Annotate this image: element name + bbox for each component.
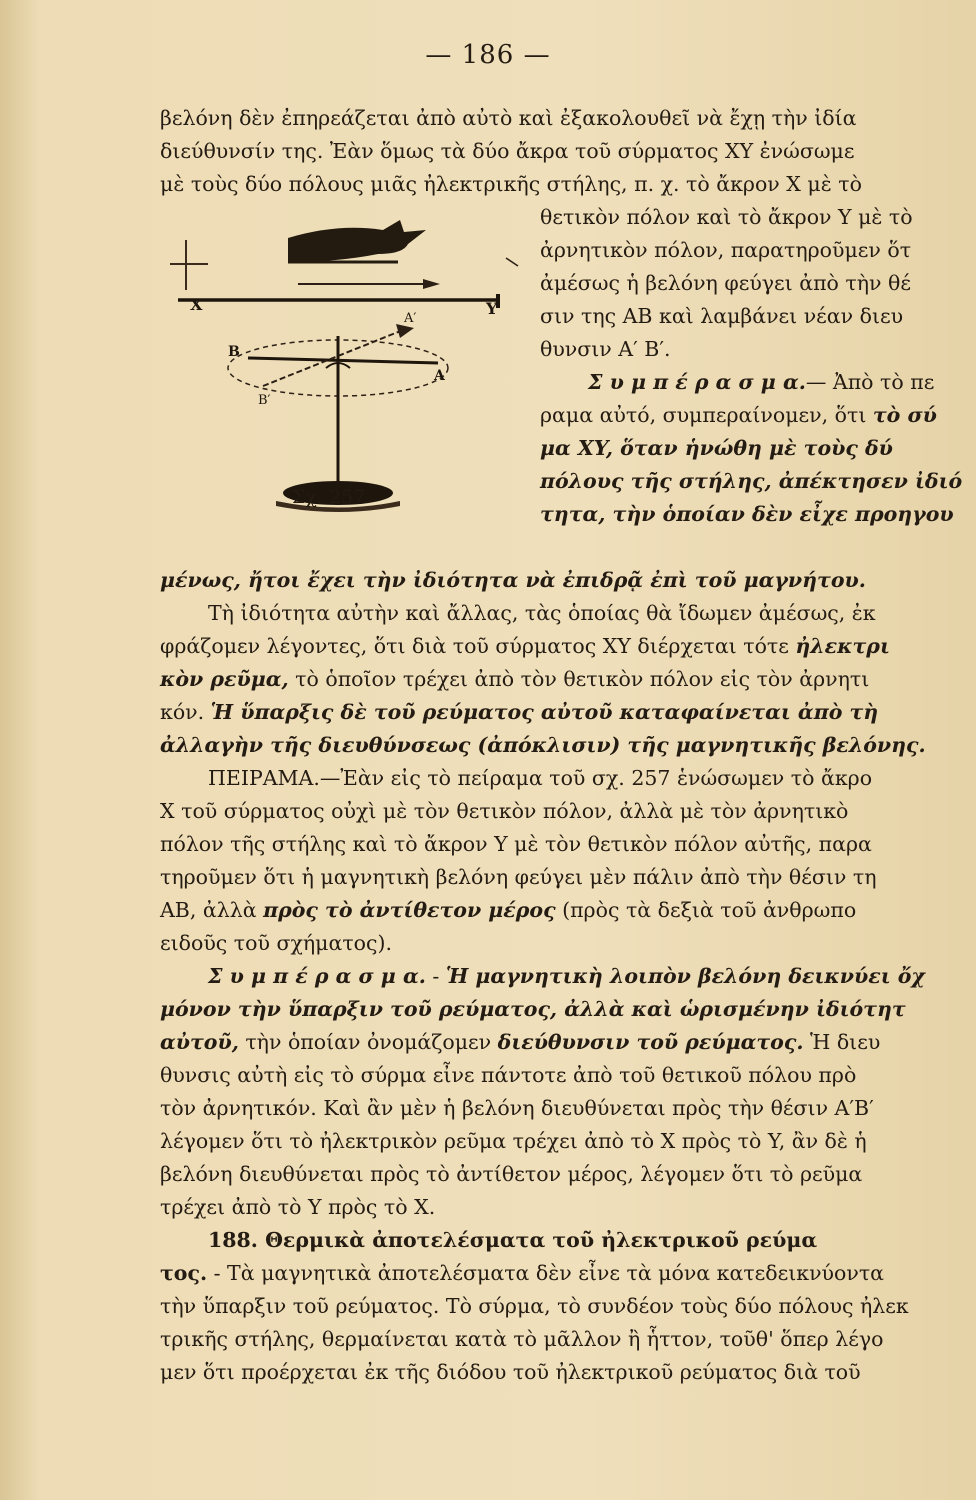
text-line: θετικὸν πόλον καὶ τὸ ἄκρον Y μὲ τὸ	[540, 205, 913, 229]
text-line	[160, 630, 976, 663]
text-span: AB, ἀλλὰ	[160, 898, 264, 922]
bold-span: τὸ σύ	[872, 403, 937, 427]
text-line: μα XY, ὅταν ἡνώθη μὲ τοὺς δύ	[540, 436, 893, 460]
text-span: τὴν ὁποίαν ὀνομάζομεν	[238, 1030, 498, 1054]
bold-span: πρὸς τὸ ἀντίθετον μέρος	[263, 898, 556, 922]
text-line: σιν της AB καὶ λαμβάνει νέαν διευ	[540, 304, 904, 328]
text-span: φράζομεν λέγοντες, ὅτι διὰ τοῦ σύρματος XY διέρχεται τότε	[160, 634, 796, 658]
figure-label-a: A	[434, 368, 445, 384]
figure-label-y: Y	[486, 299, 498, 318]
main-text	[160, 564, 976, 1389]
text-line	[160, 729, 976, 762]
text-span: ειδοῦς τοῦ σχήματος).	[160, 931, 393, 955]
text-span: μεν ὅτι προέρχεται ἐκ τῆς διόδου τοῦ ἠλεκτρικοῦ ρεύματος διὰ τοῦ	[160, 1360, 861, 1384]
text-span: τὴν ὕπαρξιν τοῦ ρεύματος. Τὸ σύρμα, τὸ συνδέον τοὺς δύο πόλους ἠλεκ	[160, 1294, 909, 1318]
text-span: Ἡ διευ	[803, 1030, 881, 1054]
text-span: βελόνη διευθύνεται πρὸς τὸ ἀντίθετον μέρος, λέγομεν ὅτι τὸ ρεῦμα	[160, 1162, 863, 1186]
text-span: θυνσις αὐτὴ εἰς τὸ σύρμα εἶνε πάντοτε ἀπὸ τοῦ θετικοῦ πόλου πρὸ	[160, 1063, 857, 1087]
text-span: τρικῆς στήλης, θερμαίνεται κατὰ τὸ μᾶλλον ἢ ἧττον, τοῦθ' ὅπερ λέγο	[160, 1327, 884, 1351]
text-span: πόλον τῆς στήλης καὶ τὸ ἄκρον Y μὲ τὸν θετικὸν πόλον αὐτῆς, παρα	[160, 832, 872, 856]
conclusion-heading: Σ υ μ π έ ρ α σ μ α.	[588, 370, 806, 394]
text-line	[160, 927, 976, 960]
text-line: διεύθυνσίν της. Ἐὰν ὅμως τὰ δύο ἄκρα τοῦ σύρματος XY ἐνώσωμε	[160, 139, 855, 163]
text-line: τητα, τὴν ὁποίαν δὲν εἶχε προηγου	[540, 502, 954, 526]
text-line	[160, 894, 976, 927]
figure-label-x: X	[190, 295, 203, 314]
figure-257-compass-wire	[168, 218, 528, 518]
figure-label-a-prime: A′	[404, 311, 417, 326]
text-line	[160, 663, 976, 696]
text-line	[160, 1158, 976, 1191]
wrap-paragraph	[540, 201, 976, 531]
text-line	[160, 1290, 976, 1323]
text-span: X τοῦ σύρματος οὐχὶ μὲ τὸν θετικὸν πόλον, ἀλλὰ μὲ τὸν ἀρνητικὸ	[160, 799, 849, 823]
text-line: ἀρνητικὸν πόλον, παρατηροῦμεν ὅτ	[540, 238, 912, 262]
text-line	[160, 1257, 976, 1290]
text-line	[160, 696, 976, 729]
text-span: τὸ ὁποῖον τρέχει ἀπὸ τὸν θετικὸν πόλον εἰς τὸν ἀρνητι	[288, 667, 870, 691]
bold-span: μόνον τὴν ὕπαρξιν τοῦ ρεύματος, ἀλλὰ καὶ ὡρισμένην ἰδιότητ	[160, 997, 906, 1021]
text-line	[160, 960, 976, 993]
text-line	[160, 1092, 976, 1125]
section-heading: τος.	[160, 1261, 208, 1285]
text-span: ραμα αὐτό, συμπεραίνομεν, ὅτι	[540, 403, 873, 427]
text-line: πόλους τῆς στήλης, ἀπέκτησεν ἰδιό	[540, 469, 963, 493]
section-heading: 188. Θερμικὰ ἀποτελέσματα τοῦ ἠλεκτρικοῦ ρεύμα	[208, 1228, 818, 1252]
text-line	[160, 1323, 976, 1356]
text-span: τηροῦμεν ὅτι ἡ μαγνητικὴ βελόνη φεύγει μὲν πάλιν ἀπὸ τὴν θέσιν τη	[160, 865, 877, 889]
text-line	[160, 828, 976, 861]
page-number: — 186 —	[425, 40, 551, 70]
text-span: -	[425, 964, 446, 988]
bold-span: ἠλεκτρι	[795, 634, 890, 658]
figure-caption: Σχ. 257	[292, 486, 366, 508]
bold-span: μένως, ἤτοι ἔχει τὴν ἰδιότητα νὰ ἐπιδρᾷ ἐπὶ τοῦ μαγνήτου.	[160, 568, 866, 592]
text-line	[160, 564, 976, 597]
text-line: μὲ τοὺς δύο πόλους μιᾶς ἠλεκτρικῆς στήλης, π. χ. τὸ ἄκρον X μὲ τὸ	[160, 172, 862, 196]
text-span: (πρὸς τὰ δεξιὰ τοῦ ἀνθρωπο	[555, 898, 857, 922]
bold-span: Ἡ ὕπαρξις δὲ τοῦ ρεύματος αὐτοῦ καταφαίνεται ἀπὸ τὴ	[210, 700, 879, 724]
bold-span: Ἡ μαγνητικὴ λοιπὸν βελόνη δεικνύει ὄχ	[445, 964, 925, 988]
conclusion-line	[540, 366, 976, 399]
text-line	[160, 1356, 976, 1389]
top-paragraph	[160, 102, 976, 201]
text-span: - Τὰ μαγνητικὰ ἀποτελέσματα δὲν εἶνε τὰ μόνα κατεδεικνύοντα	[207, 1261, 885, 1285]
text-span: ΠΕΙΡΑΜΑ.—Ἐὰν εἰς τὸ πείραμα τοῦ σχ. 257 ἑνώσωμεν τὸ ἄκρο	[208, 766, 873, 790]
bold-span: αὐτοῦ,	[160, 1030, 239, 1054]
text-span: τὸν ἀρνητικόν. Καὶ ἂν μὲν ἡ βελόνη διευθύνεται πρὸς τὴν θέσιν A′B′	[160, 1096, 874, 1120]
text-span: Τὴ ἰδιότητα αὐτὴν καὶ ἄλλας, τὰς ὁποίας θὰ ἴδωμεν ἀμέσως, ἐκ	[208, 601, 876, 625]
text-line	[160, 993, 976, 1026]
bold-span: ἀλλαγὴν τῆς διευθύνσεως (ἀπόκλισιν) τῆς μαγνητικῆς βελόνης.	[160, 733, 926, 757]
figure-label-b-prime: B′	[258, 393, 271, 408]
bold-span: Σ υ μ π έ ρ α σ μ α.	[208, 964, 426, 988]
text-line	[160, 1224, 976, 1257]
text-line	[160, 597, 976, 630]
text-span: λέγομεν ὅτι τὸ ἠλεκτρικὸν ρεῦμα τρέχει ἀπὸ τὸ X πρὸς τὸ Y, ἂν δὲ ἡ	[160, 1129, 867, 1153]
bold-span: διεύθυνσιν τοῦ ρεύματος.	[497, 1030, 804, 1054]
text-line: θυνσιν A′ B′.	[540, 337, 671, 361]
text-line	[160, 762, 976, 795]
text-line	[160, 1026, 976, 1059]
text-span: — Ἀπὸ τὸ πε	[805, 370, 935, 394]
text-line: βελόνη δὲν ἐπηρεάζεται ἀπὸ αὐτὸ καὶ ἐξακολουθεῖ νὰ ἔχῃ τὴν ἰδία	[160, 106, 857, 130]
figure-label-b: B	[228, 344, 240, 360]
text-line	[160, 795, 976, 828]
text-span: κόν.	[160, 700, 211, 724]
text-line	[160, 861, 976, 894]
text-line	[540, 399, 976, 432]
text-line	[160, 1125, 976, 1158]
text-line	[160, 1059, 976, 1092]
text-line: ἀμέσως ἡ βελόνη φεύγει ἀπὸ τὴν θέ	[540, 271, 911, 295]
bold-span: κὸν ρεῦμα,	[160, 667, 289, 691]
text-line	[160, 1191, 976, 1224]
text-span: τρέχει ἀπὸ τὸ Y πρὸς τὸ X.	[160, 1195, 436, 1219]
